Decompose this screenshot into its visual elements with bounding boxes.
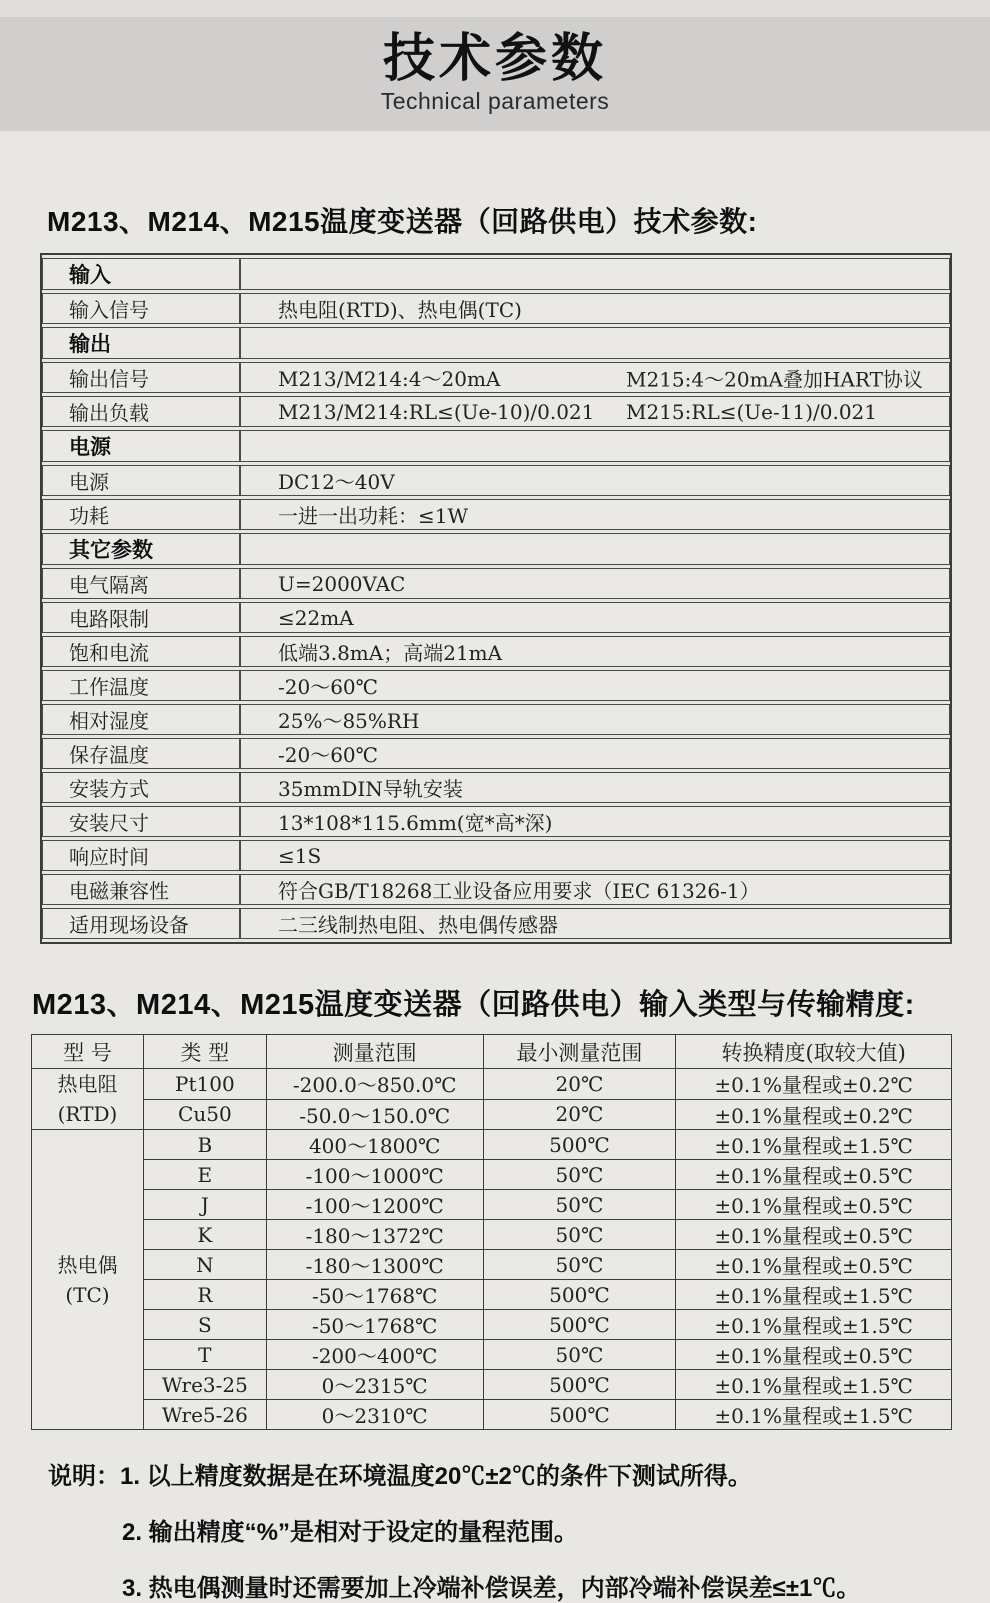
min-range-cell: 20℃ — [483, 1099, 676, 1130]
range-cell: -50～1768℃ — [266, 1310, 483, 1340]
spec-value: 二三线制热电阻、热电偶传感器 — [240, 908, 950, 939]
type-cell: Cu50 — [143, 1099, 266, 1130]
spec-label: 饱和电流 — [42, 636, 240, 667]
type-cell: E — [143, 1160, 266, 1190]
min-range-cell: 500℃ — [483, 1130, 676, 1160]
type-cell: Wre5-26 — [143, 1400, 266, 1430]
accuracy-cell: ±0.1%量程或±0.5℃ — [676, 1190, 952, 1220]
accuracy-row — [32, 1190, 952, 1220]
range-cell: -100～1200℃ — [266, 1190, 483, 1220]
spec-label: 安装方式 — [42, 772, 240, 803]
model-line: (TC) — [65, 1282, 110, 1307]
spec-section-label: 其它参数 — [42, 533, 240, 565]
accuracy-row — [32, 1069, 952, 1100]
type-cell: Wre3-25 — [143, 1370, 266, 1400]
spec-row — [42, 874, 950, 905]
top-strip — [0, 0, 990, 17]
min-range-cell: 50℃ — [483, 1160, 676, 1190]
type-cell: Pt100 — [143, 1069, 266, 1100]
min-range-cell: 500℃ — [483, 1310, 676, 1340]
spec-label: 工作温度 — [42, 670, 240, 701]
min-range-cell: 50℃ — [483, 1250, 676, 1280]
model-cell-rtd — [32, 1069, 144, 1130]
accuracy-cell: ±0.1%量程或±1.5℃ — [676, 1370, 952, 1400]
spec-label: 安装尺寸 — [42, 806, 240, 837]
spec-label: 相对湿度 — [42, 704, 240, 735]
accuracy-cell: ±0.1%量程或±0.2℃ — [676, 1069, 952, 1100]
range-cell: 0～2315℃ — [266, 1370, 483, 1400]
spec-row — [42, 670, 950, 701]
spec-value: 25%～85%RH — [240, 704, 950, 735]
note-line-3 — [48, 1568, 990, 1603]
accuracy-row — [32, 1099, 952, 1130]
spec-row — [42, 636, 950, 667]
spec-value: ≤1S — [240, 840, 950, 871]
spec-value: 一进一出功耗：≤1W — [240, 499, 950, 530]
min-range-cell: 50℃ — [483, 1220, 676, 1250]
note-text: 3. 热电偶测量时还需要加上冷端补偿误差，内部冷端补偿误差≤±1℃。 — [122, 1575, 861, 1602]
spec-row — [42, 568, 950, 599]
type-cell: T — [143, 1340, 266, 1370]
range-cell: 0～2310℃ — [266, 1400, 483, 1430]
model-line: 热电阻 — [57, 1072, 118, 1096]
spec-row — [42, 738, 950, 769]
type-cell: S — [143, 1310, 266, 1340]
accuracy-header-row — [32, 1035, 952, 1069]
note-line-2 — [48, 1512, 990, 1547]
page-title: 技术参数 — [382, 30, 607, 88]
accuracy-cell: ±0.1%量程或±0.5℃ — [676, 1220, 952, 1250]
spec-label: 功耗 — [42, 499, 240, 530]
accuracy-row — [32, 1130, 952, 1160]
accuracy-row — [32, 1400, 952, 1430]
min-range-cell: 20℃ — [483, 1069, 676, 1100]
spec-value: -20～60℃ — [240, 670, 950, 701]
type-cell: R — [143, 1280, 266, 1310]
notes — [48, 1456, 990, 1603]
spec-section-label: 输入 — [42, 258, 240, 290]
spec-value-left: M213/M214:RL≤(Ue-10)/0.021 — [278, 399, 595, 424]
model-line: 热电偶 — [57, 1252, 118, 1277]
spec-value: U=2000VAC — [240, 568, 950, 599]
accuracy-row — [32, 1340, 952, 1370]
accuracy-cell: ±0.1%量程或±0.5℃ — [676, 1250, 952, 1280]
spec-row — [42, 465, 950, 496]
accuracy-row — [32, 1160, 952, 1190]
header-range: 测量范围 — [266, 1035, 483, 1069]
spec-label: 电路限制 — [42, 602, 240, 633]
spec-row — [42, 840, 950, 871]
spec-section-label: 输出 — [42, 327, 240, 359]
accuracy-cell: ±0.1%量程或±1.5℃ — [676, 1280, 952, 1310]
spec-section-label: 电源 — [42, 430, 240, 462]
spec-row — [42, 362, 950, 393]
range-cell: -200～400℃ — [266, 1340, 483, 1370]
accuracy-cell: ±0.1%量程或±1.5℃ — [676, 1400, 952, 1430]
spec-value: 热电阻(RTD)、热电偶(TC) — [240, 293, 950, 324]
type-cell: J — [143, 1190, 266, 1220]
section1-heading: M213、M214、M215温度变送器（回路供电）技术参数: — [47, 206, 758, 237]
spec-section-row — [42, 430, 950, 462]
spec-row — [42, 806, 950, 837]
range-cell: -200.0～850.0℃ — [266, 1069, 483, 1100]
range-cell: 400～1800℃ — [266, 1130, 483, 1160]
spec-section-row — [42, 327, 950, 359]
spec-value: 35mmDIN导轨安装 — [240, 772, 950, 803]
range-cell: -180～1300℃ — [266, 1250, 483, 1280]
range-cell: -50.0～150.0℃ — [266, 1099, 483, 1130]
spec-label: 输入信号 — [42, 293, 240, 324]
spec-label: 电气隔离 — [42, 568, 240, 599]
type-cell: N — [143, 1250, 266, 1280]
accuracy-cell: ±0.1%量程或±1.5℃ — [676, 1130, 952, 1160]
model-cell-tc — [32, 1130, 144, 1430]
spec-label: 电源 — [42, 465, 240, 496]
spec-row — [42, 499, 950, 530]
range-cell: -100～1000℃ — [266, 1160, 483, 1190]
spec-label: 响应时间 — [42, 840, 240, 871]
min-range-cell: 500℃ — [483, 1400, 676, 1430]
spec-label: 电磁兼容性 — [42, 874, 240, 905]
spec-value: 低端3.8mA；高端21mA — [240, 636, 950, 667]
spec-row — [42, 293, 950, 324]
note-text: 1. 以上精度数据是在环境温度20℃±2℃的条件下测试所得。 — [120, 1463, 752, 1490]
spec-value: -20～60℃ — [240, 738, 950, 769]
accuracy-table — [31, 1034, 952, 1430]
min-range-cell: 50℃ — [483, 1340, 676, 1370]
accuracy-cell: ±0.1%量程或±0.5℃ — [676, 1160, 952, 1190]
spec-section-row — [42, 533, 950, 565]
min-range-cell: 500℃ — [483, 1280, 676, 1310]
accuracy-cell: ±0.1%量程或±1.5℃ — [676, 1310, 952, 1340]
spec-table — [40, 253, 952, 944]
spec-row — [42, 772, 950, 803]
accuracy-row — [32, 1220, 952, 1250]
note-text: 2. 输出精度“%”是相对于设定的量程范围。 — [122, 1519, 579, 1546]
accuracy-cell: ±0.1%量程或±0.2℃ — [676, 1099, 952, 1130]
spec-value — [240, 258, 950, 290]
accuracy-row — [32, 1370, 952, 1400]
header-model: 型 号 — [32, 1035, 144, 1069]
title-banner — [0, 17, 990, 131]
spec-value: DC12～40V — [240, 465, 950, 496]
type-cell: K — [143, 1220, 266, 1250]
range-cell: -50～1768℃ — [266, 1280, 483, 1310]
spec-label: 输出负载 — [42, 396, 240, 427]
min-range-cell: 50℃ — [483, 1190, 676, 1220]
spec-value-left: M213/M214:4～20mA — [278, 367, 501, 391]
spec-label: 适用现场设备 — [42, 908, 240, 939]
spec-label: 输出信号 — [42, 362, 240, 393]
spec-row — [42, 396, 950, 427]
type-cell: B — [143, 1130, 266, 1160]
header-type: 类 型 — [143, 1035, 266, 1069]
model-line: (RTD) — [57, 1102, 118, 1126]
spec-value — [240, 362, 950, 393]
section2-heading: M213、M214、M215温度变送器（回路供电）输入类型与传输精度: — [32, 989, 915, 1021]
spec-value — [240, 430, 950, 462]
spec-row — [42, 704, 950, 735]
spec-value: 符合GB/T18268工业设备应用要求（IEC 61326-1） — [240, 874, 950, 905]
spec-row — [42, 908, 950, 939]
page-subtitle: Technical parameters — [380, 88, 610, 114]
spec-label: 保存温度 — [42, 738, 240, 769]
spec-value — [240, 533, 950, 565]
range-cell: -180～1372℃ — [266, 1220, 483, 1250]
spec-value-right: M215:RL≤(Ue-11)/0.021 — [626, 399, 877, 424]
spec-row — [42, 602, 950, 633]
spec-section-row — [42, 258, 950, 290]
accuracy-row — [32, 1310, 952, 1340]
accuracy-cell: ±0.1%量程或±0.5℃ — [676, 1340, 952, 1370]
spec-value — [240, 396, 950, 427]
note-line-1 — [48, 1456, 990, 1491]
header-accuracy: 转换精度(取较大值) — [676, 1035, 952, 1069]
notes-prefix: 说明： — [48, 1463, 120, 1490]
spec-value: ≤22mA — [240, 602, 950, 633]
spec-value: 13*108*115.6mm(宽*高*深) — [240, 806, 950, 837]
spec-value-right: M215:4～20mA叠加HART协议 — [626, 367, 923, 391]
min-range-cell: 500℃ — [483, 1370, 676, 1400]
accuracy-row — [32, 1280, 952, 1310]
accuracy-row — [32, 1250, 952, 1280]
spec-value — [240, 327, 950, 359]
header-min-range: 最小测量范围 — [483, 1035, 676, 1069]
